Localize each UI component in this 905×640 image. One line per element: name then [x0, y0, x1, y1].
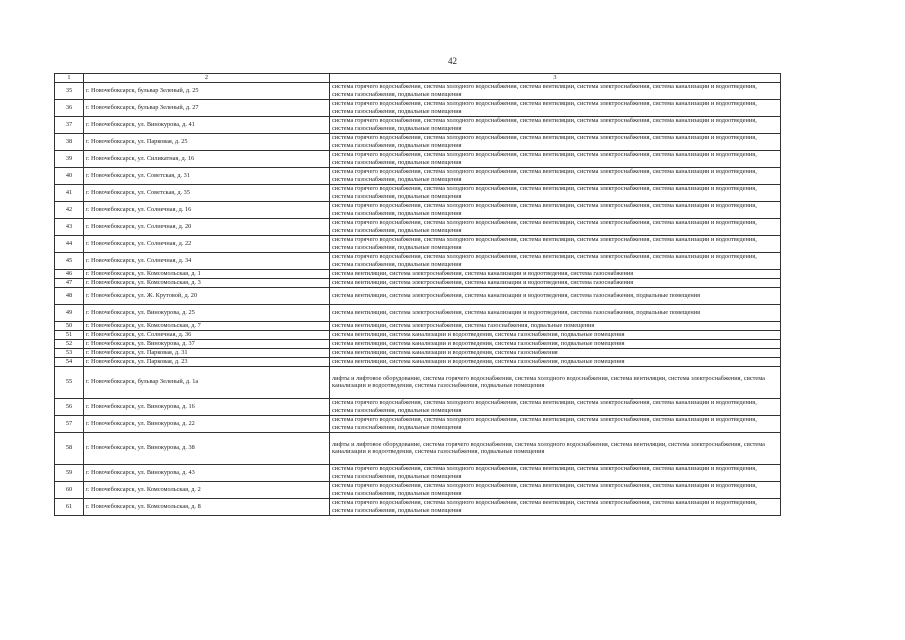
table-row — [55, 357, 781, 366]
systems-cell: система горячего водоснабжения, система холодного водоснабжения, система вентиляции, система электроснабжения, система канализации и водоотведения, система газоснабжения, подвальные помещения — [330, 481, 781, 498]
address-cell: г. Новочебоксарск, ул. Винокурова, д. 25 — [84, 304, 330, 321]
row-number-cell: 61 — [55, 498, 84, 515]
address-cell: г. Новочебоксарск, ул. Комсомольская, д. 8 — [84, 498, 330, 515]
systems-cell: система горячего водоснабжения, система холодного водоснабжения, система вентиляции, система электроснабжения, система канализации и водоотведения, система газоснабжения, подвальные помещения — [330, 133, 781, 150]
systems-cell: система вентиляции, система электроснабжения, система канализации и водоотведения, система газоснабжения, подвальные помещения — [330, 287, 781, 304]
systems-cell: система вентиляции, система электроснабжения, система газоснабжения, подвальные помещения — [330, 321, 781, 330]
address-cell: г. Новочебоксарск, ул. Солнечная, д. 20 — [84, 218, 330, 235]
table-row — [55, 99, 781, 116]
systems-cell: система горячего водоснабжения, система холодного водоснабжения, система вентиляции, система электроснабжения, система канализации и водоотведения, система газоснабжения, подвальные помещения — [330, 150, 781, 167]
table-row — [55, 398, 781, 415]
systems-cell: система вентиляции, система канализации и водоотведения, система газоснабжения, подвальные помещения — [330, 330, 781, 339]
buildings-table — [54, 73, 781, 516]
row-number-cell: 37 — [55, 116, 84, 133]
address-cell: г. Новочебоксарск, ул. Солнечная, д. 22 — [84, 235, 330, 252]
table-row — [55, 481, 781, 498]
systems-cell: система горячего водоснабжения, система холодного водоснабжения, система вентиляции, система электроснабжения, система канализации и водоотведения, система газоснабжения, подвальные помещения — [330, 201, 781, 218]
row-number-cell: 56 — [55, 398, 84, 415]
table-row — [55, 252, 781, 269]
address-cell: г. Новочебоксарск, ул. Солнечная, д. 16 — [84, 201, 330, 218]
address-cell: г. Новочебоксарск, ул. Солнечная, д. 36 — [84, 330, 330, 339]
row-number-cell: 42 — [55, 201, 84, 218]
address-cell: г. Новочебоксарск, бульвар Зеленый, д. 25 — [84, 82, 330, 99]
row-number-cell: 57 — [55, 415, 84, 432]
row-number-cell: 60 — [55, 481, 84, 498]
address-cell: г. Новочебоксарск, ул. Силикатная, д. 16 — [84, 150, 330, 167]
row-number-cell: 49 — [55, 304, 84, 321]
row-number-cell: 41 — [55, 184, 84, 201]
table-row — [55, 269, 781, 278]
systems-cell: система горячего водоснабжения, система холодного водоснабжения, система вентиляции, система электроснабжения, система канализации и водоотведения, система газоснабжения, подвальные помещения — [330, 415, 781, 432]
table-row — [55, 330, 781, 339]
table-row — [55, 321, 781, 330]
address-cell: г. Новочебоксарск, ул. Винокурова, д. 16 — [84, 398, 330, 415]
table-header-row — [55, 74, 781, 83]
table-row — [55, 304, 781, 321]
table-row — [55, 218, 781, 235]
systems-cell: система вентиляции, система канализации и водоотведения, система газоснабжения, подвальные помещения — [330, 339, 781, 348]
table-row — [55, 184, 781, 201]
systems-cell: система горячего водоснабжения, система холодного водоснабжения, система вентиляции, система электроснабжения, система канализации и водоотведения, система газоснабжения, подвальные помещения — [330, 498, 781, 515]
row-number-cell: 38 — [55, 133, 84, 150]
row-number-cell: 35 — [55, 82, 84, 99]
systems-cell: система вентиляции, система электроснабжения, система канализации и водоотведения, система газоснабжения, подвальные помещения — [330, 304, 781, 321]
table-row — [55, 133, 781, 150]
table-row — [55, 432, 781, 464]
table-row — [55, 464, 781, 481]
column-header-2: 2 — [84, 74, 330, 83]
row-number-cell: 48 — [55, 287, 84, 304]
systems-cell: система горячего водоснабжения, система холодного водоснабжения, система вентиляции, система электроснабжения, система канализации и водоотведения, система газоснабжения, подвальные помещения — [330, 167, 781, 184]
row-number-cell: 58 — [55, 432, 84, 464]
row-number-cell: 54 — [55, 357, 84, 366]
systems-cell: система горячего водоснабжения, система холодного водоснабжения, система вентиляции, система электроснабжения, система канализации и водоотведения, система газоснабжения, подвальные помещения — [330, 398, 781, 415]
systems-cell: система горячего водоснабжения, система холодного водоснабжения, система вентиляции, система электроснабжения, система канализации и водоотведения, система газоснабжения, подвальные помещения — [330, 464, 781, 481]
systems-cell: система горячего водоснабжения, система холодного водоснабжения, система вентиляции, система электроснабжения, система канализации и водоотведения, система газоснабжения, подвальные помещения — [330, 235, 781, 252]
address-cell: г. Новочебоксарск, бульвар Зеленый, д. 27 — [84, 99, 330, 116]
row-number-cell: 55 — [55, 366, 84, 398]
row-number-cell: 53 — [55, 348, 84, 357]
systems-cell: система вентиляции, система электроснабжения, система канализации и водоотведения, система газоснабжения — [330, 278, 781, 287]
systems-cell: система горячего водоснабжения, система холодного водоснабжения, система вентиляции, система электроснабжения, система канализации и водоотведения, система газоснабжения, подвальные помещения — [330, 82, 781, 99]
column-header-3: 3 — [330, 74, 781, 83]
address-cell: г. Новочебоксарск, ул. Комсомольская, д. 1 — [84, 269, 330, 278]
row-number-cell: 47 — [55, 278, 84, 287]
address-cell: г. Новочебоксарск, ул. Комсомольская, д. 2 — [84, 481, 330, 498]
table-body — [55, 74, 781, 516]
systems-cell: система вентиляции, система канализации и водоотведения, система газоснабжения — [330, 348, 781, 357]
table-row — [55, 235, 781, 252]
row-number-cell: 59 — [55, 464, 84, 481]
column-header-1: 1 — [55, 74, 84, 83]
address-cell: г. Новочебоксарск, ул. Парковая, д. 23 — [84, 357, 330, 366]
address-cell: г. Новочебоксарск, ул. Парковая, д. 25 — [84, 133, 330, 150]
page-number: 42 — [448, 56, 457, 66]
address-cell: г. Новочебоксарск, ул. Винокурова, д. 41 — [84, 116, 330, 133]
row-number-cell: 44 — [55, 235, 84, 252]
address-cell: г. Новочебоксарск, ул. Советская, д. 35 — [84, 184, 330, 201]
row-number-cell: 36 — [55, 99, 84, 116]
address-cell: г. Новочебоксарск, ул. Винокурова, д. 37 — [84, 339, 330, 348]
address-cell: г. Новочебоксарск, ул. Солнечная, д. 34 — [84, 252, 330, 269]
row-number-cell: 43 — [55, 218, 84, 235]
row-number-cell: 51 — [55, 330, 84, 339]
row-number-cell: 52 — [55, 339, 84, 348]
table-row — [55, 498, 781, 515]
systems-cell: система горячего водоснабжения, система холодного водоснабжения, система вентиляции, система электроснабжения, система канализации и водоотведения, система газоснабжения, подвальные помещения — [330, 99, 781, 116]
address-cell: г. Новочебоксарск, ул. Комсомольская, д. 3 — [84, 278, 330, 287]
table-row — [55, 116, 781, 133]
table-row — [55, 415, 781, 432]
systems-cell: система вентиляции, система канализации и водоотведения, система газоснабжения, подвальные помещения — [330, 357, 781, 366]
row-number-cell: 40 — [55, 167, 84, 184]
address-cell: г. Новочебоксарск, ул. Парковая, д. 31 — [84, 348, 330, 357]
row-number-cell: 46 — [55, 269, 84, 278]
table-row — [55, 278, 781, 287]
table-row — [55, 82, 781, 99]
table-row — [55, 287, 781, 304]
address-cell: г. Новочебоксарск, ул. Винокурова, д. 43 — [84, 464, 330, 481]
table-row — [55, 150, 781, 167]
address-cell: г. Новочебоксарск, бульвар Зеленый, д. 1а — [84, 366, 330, 398]
address-cell: г. Новочебоксарск, ул. Ж. Крутовой, д. 20 — [84, 287, 330, 304]
table-row — [55, 201, 781, 218]
systems-cell: лифты и лифтовое оборудование, система горячего водоснабжения, система холодного водоснабжения, система вентиляции, система электроснабжения, система канализации и водоотведения, система газоснабжения, подвальные помещения — [330, 366, 781, 398]
systems-cell: система горячего водоснабжения, система холодного водоснабжения, система вентиляции, система электроснабжения, система канализации и водоотведения, система газоснабжения, подвальные помещения — [330, 252, 781, 269]
address-cell: г. Новочебоксарск, ул. Комсомольская, д. 7 — [84, 321, 330, 330]
address-cell: г. Новочебоксарск, ул. Советская, д. 31 — [84, 167, 330, 184]
table-row — [55, 366, 781, 398]
table-row — [55, 348, 781, 357]
row-number-cell: 45 — [55, 252, 84, 269]
systems-cell: система вентиляции, система электроснабжения, система канализации и водоотведения, система газоснабжения — [330, 269, 781, 278]
table-row — [55, 167, 781, 184]
row-number-cell: 39 — [55, 150, 84, 167]
row-number-cell: 50 — [55, 321, 84, 330]
address-cell: г. Новочебоксарск, ул. Винокурова, д. 38 — [84, 432, 330, 464]
table-row — [55, 339, 781, 348]
systems-cell: система горячего водоснабжения, система холодного водоснабжения, система вентиляции, система электроснабжения, система канализации и водоотведения, система газоснабжения, подвальные помещения — [330, 218, 781, 235]
address-cell: г. Новочебоксарск, ул. Винокурова, д. 22 — [84, 415, 330, 432]
systems-cell: система горячего водоснабжения, система холодного водоснабжения, система вентиляции, система электроснабжения, система канализации и водоотведения, система газоснабжения, подвальные помещения — [330, 184, 781, 201]
systems-cell: лифты и лифтовое оборудование, система горячего водоснабжения, система холодного водоснабжения, система вентиляции, система электроснабжения, система канализации и водоотведения, система газоснабжения, подвальные помещения — [330, 432, 781, 464]
systems-cell: система горячего водоснабжения, система холодного водоснабжения, система вентиляции, система электроснабжения, система канализации и водоотведения, система газоснабжения, подвальные помещения — [330, 116, 781, 133]
